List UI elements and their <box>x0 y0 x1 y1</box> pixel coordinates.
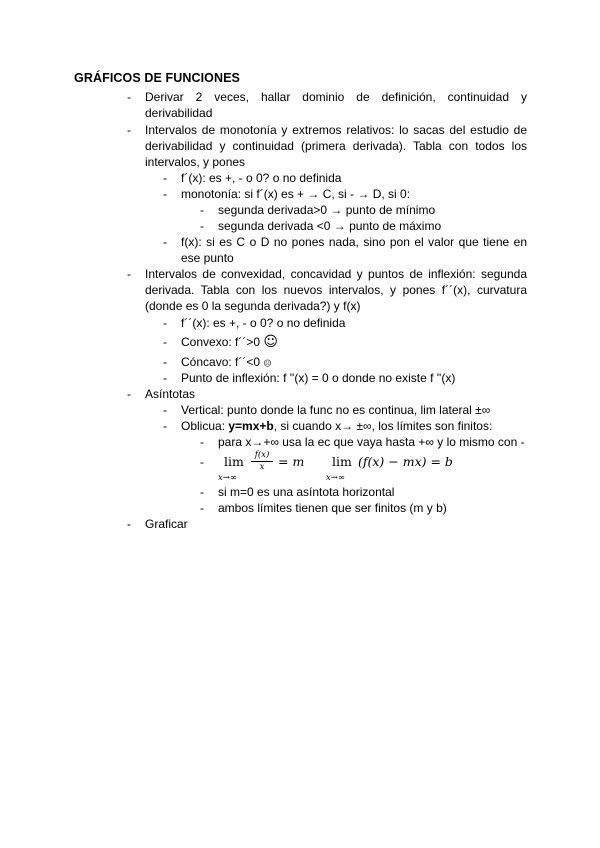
item-text: segunda derivada <0 → punto de máximo <box>218 219 442 233</box>
bullet-dash: - <box>127 123 131 137</box>
item-text: Punto de inflexión: f ''(x) = 0 o donde no existe f ''(x) <box>181 371 456 385</box>
bullet-dash: - <box>200 501 204 515</box>
bullet-dash: - <box>200 203 204 217</box>
item-text: ambos límites tienen que ser finitos (m y b) <box>218 501 447 515</box>
bullet-dash: - <box>163 371 167 385</box>
bullet-dash: - <box>163 171 167 185</box>
item-text: segunda derivada>0 → punto de mínimo <box>218 203 436 217</box>
item-text: Convexo: f´´>0 <box>181 335 261 349</box>
bullet-dash: - <box>163 187 167 201</box>
item-text: Cóncavo: f´´<0 <box>181 355 261 369</box>
bullet-dash: - <box>163 355 167 369</box>
bullet-dash: - <box>163 403 167 417</box>
smiley-face-icon: ☺ <box>263 334 278 350</box>
item-text: Derivar 2 veces, hallar dominio de definición, continuidad y derivabilidad <box>145 90 527 120</box>
lim-operator: lim <box>332 454 352 469</box>
fraction <box>251 451 273 472</box>
bullet-dash: - <box>163 316 167 330</box>
equation-bold: y=mx+b <box>228 419 274 433</box>
bullet-dash: - <box>163 419 167 433</box>
bullet-dash: - <box>200 219 204 233</box>
equation-b: (f(x) − mx) = b <box>358 454 453 469</box>
item-text: Vertical: punto donde la func no es continua, lim lateral ±∞ <box>181 403 491 417</box>
bullet-dash: - <box>127 517 131 531</box>
bullet-dash: - <box>127 267 131 281</box>
item-text: Intervalos de monotonía y extremos relativos: lo sacas del estudio de derivabilidad y continuidad (primera derivada). Tabla con todos los intervalos, y pones <box>145 123 527 169</box>
bullet-dash: - <box>163 335 167 349</box>
item-text: para x→+∞ usa la ec que vaya hasta +∞ y lo mismo con - <box>218 435 525 449</box>
fraction-denominator: x <box>259 462 265 472</box>
item-text: monotonía: si f´(x) es + → C, si - → D, si 0: <box>181 187 411 201</box>
lim-operator: lim <box>224 454 244 469</box>
bullet-dash: - <box>200 485 204 499</box>
item-text: Intervalos de convexidad, concavidad y puntos de inflexión: segunda derivada. Tabla con los nuevos intervalos, y pones f´´(x), curvatura (donde es 0 la segunda derivada?) y f(x) <box>145 267 527 313</box>
item-text: , si cuando x→ ±∞, los límites son finitos: <box>273 419 493 433</box>
bullet-dash: - <box>127 90 131 104</box>
equation-m: = m <box>278 454 305 469</box>
limit-formula <box>218 452 518 484</box>
bullet-dash: - <box>200 455 204 469</box>
item-text: f´´(x): es +, - o 0? o no definida <box>181 316 346 330</box>
bullet-dash: - <box>163 235 167 249</box>
frowning-face-icon: ☹ <box>263 359 272 368</box>
item-text: si m=0 es una asíntota horizontal <box>218 485 395 499</box>
item-text: Asíntotas <box>145 387 196 401</box>
fraction-numerator: f(x) <box>254 450 270 460</box>
item-text: f´(x): es +, - o 0? o no definida <box>181 171 342 185</box>
lim-subscript: x→∞ <box>218 473 237 483</box>
item-text: Oblicua: <box>181 419 229 433</box>
item-text: Graficar <box>145 517 188 531</box>
lim-subscript: x→∞ <box>326 473 345 483</box>
bullet-dash: - <box>200 435 204 449</box>
page-title: GRÁFICOS DE FUNCIONES <box>74 71 240 85</box>
bullet-dash: - <box>127 387 131 401</box>
item-text: f(x): si es C o D no pones nada, sino pon el valor que tiene en ese punto <box>181 235 527 265</box>
